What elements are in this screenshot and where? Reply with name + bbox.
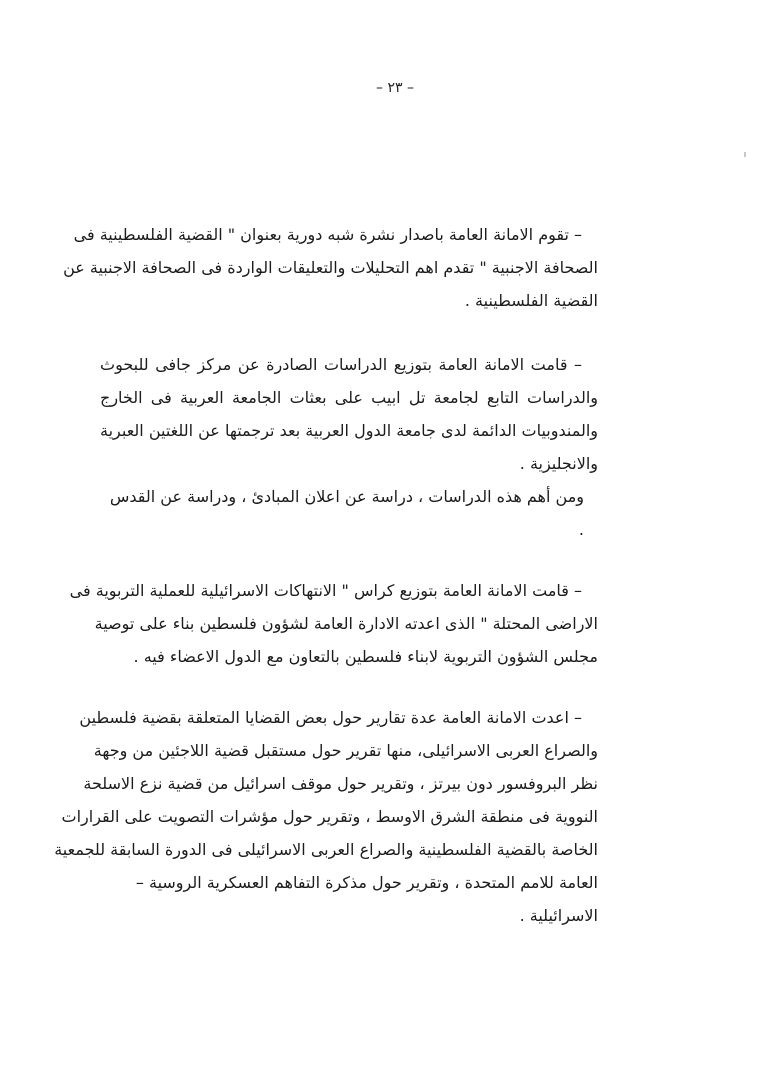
text-line: الصحافة الاجنبية " تقدم اهم التحليلات والتعليقات الواردة فى الصحافة الاجنبية عن <box>63 258 598 277</box>
text-line: والمندوبيات الدائمة لدى جامعة الدول العربية بعد ترجمتها عن اللغتين العبرية <box>100 421 598 440</box>
text-line: والصراع العربى الاسرائيلى، منها تقرير حول مستقبل قضية اللاجئين من وجهة <box>93 741 598 760</box>
text-line: ومن أهم هذه الدراسات ، دراسة عن اعلان المبادئ ، ودراسة عن القدس . <box>109 487 584 539</box>
text-line: – قامت الامانة العامة بتوزيع الدراسات الصادرة عن مركز جافى للبحوث <box>100 355 582 374</box>
paragraph-booklet-violations <box>69 574 598 673</box>
text-line: والدراسات التابع لجامعة تل ابيب على بعثات الجامعة العربية فى الخارج <box>100 388 598 407</box>
paragraph-bulletin <box>63 218 598 317</box>
text-line: – قامت الامانة العامة بتوزيع كراس " الانتهاكات الاسرائيلية للعملية التربوية فى <box>69 581 582 600</box>
text-line: والانجليزية . <box>519 454 598 473</box>
page-number: – ٢٣ – <box>376 80 414 96</box>
text-line: النووية فى منطقة الشرق الاوسط ، وتقرير حول مؤشرات التصويت على القرارات <box>61 807 598 826</box>
text-line: نظر البروفسور دون بيرتز ، وتقرير حول موقف اسرائيل من قضية نزع الاسلحة <box>83 774 598 793</box>
text-line: مجلس الشؤون التربوية لابناء فلسطين بالتعاون مع الدول الاعضاء فيه . <box>133 647 598 666</box>
paragraph-reports <box>54 701 598 932</box>
document-body <box>54 218 598 932</box>
text-line: – اعدت الامانة العامة عدة تقارير حول بعض القضايا المتعلقة بقضية فلسطين <box>79 708 582 727</box>
text-line: الاراضى المحتلة " الذى اعدته الادارة العامة لشؤون فلسطين بناء على توصية <box>94 614 598 633</box>
text-line: الخاصة بالقضية الفلسطينية والصراع العربى الاسرائيلى فى الدورة السابقة للجمعية <box>54 840 598 859</box>
paragraph-studies-distribution <box>100 348 598 546</box>
text-line: القضية الفلسطينية . <box>464 291 598 310</box>
text-line: – تقوم الامانة العامة باصدار نشرة شبه دورية بعنوان " القضية الفلسطينية فى <box>73 225 582 244</box>
text-line: العامة للامم المتحدة ، وتقرير حول مذكرة التفاهم العسكرية الروسية – الاسرائيلية . <box>135 873 598 925</box>
scan-speck <box>744 152 746 157</box>
